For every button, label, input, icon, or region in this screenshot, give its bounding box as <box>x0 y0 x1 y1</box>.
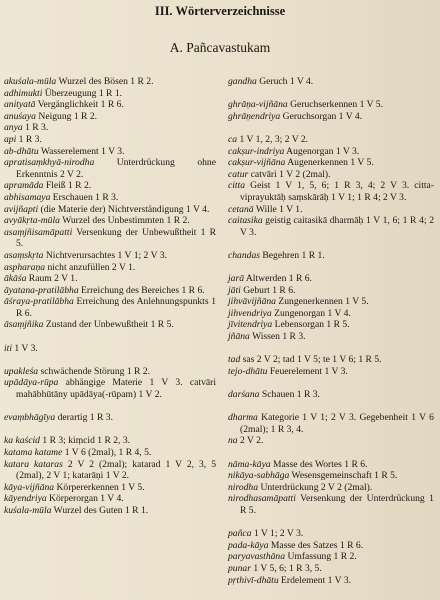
entry-term: tejo-dhātu <box>228 365 268 377</box>
entry-definition: 1 R 3; kiṃcid 1 R 2, 3. <box>42 435 131 447</box>
index-entry <box>228 157 434 169</box>
entry-term: anya <box>4 122 23 134</box>
index-entry <box>228 308 434 320</box>
entry-term: ka kaścid <box>4 435 40 447</box>
entry-gap <box>228 262 434 274</box>
index-entry <box>228 296 434 308</box>
index-entry <box>228 459 434 471</box>
entry-definition: 1 V 6 (2mal), 1 R 4, 5. <box>64 447 152 458</box>
entry-definition: Zungenerkennen 1 V 5. <box>278 296 369 308</box>
entry-term: āyatana-pratilābha <box>4 284 79 296</box>
entry-term: gandha <box>228 76 257 87</box>
entry-term: cetanā <box>228 203 254 215</box>
index-entry <box>228 493 434 516</box>
entry-term: caitasika <box>228 215 263 227</box>
index-entry <box>4 377 216 400</box>
entry-term: nirodhasamāpatti <box>228 493 296 505</box>
entry-definition: Geruch 1 V 4. <box>259 76 314 87</box>
entry-definition: Wesensgemeinschaft 1 R 5. <box>291 470 398 482</box>
entry-definition: 1 R 3. <box>18 133 42 145</box>
index-entry <box>228 412 434 435</box>
index-entry <box>228 331 434 343</box>
entry-definition: Augenerkennen 1 V 5. <box>287 157 374 169</box>
index-entry <box>4 250 216 262</box>
entry-term: punar <box>228 562 251 574</box>
left-column <box>4 76 216 517</box>
entry-definition: Körpererkennen 1 V 5. <box>56 481 145 493</box>
entry-definition: Wurzel des Unbestimmten 1 R 2. <box>62 215 190 227</box>
entry-term: paryavasthāna <box>228 551 286 563</box>
entry-term: citta <box>228 180 246 192</box>
section-title: A. Pañcavastukam <box>169 40 271 55</box>
entry-gap <box>228 238 434 250</box>
entry-definition: Wurzel des Bösen 1 R 2. <box>58 76 154 87</box>
entry-definition: Versenkung der Unterdrückung 1 R 5. <box>240 493 434 516</box>
index-entry <box>228 111 434 123</box>
entry-term: ghrāṇendriya <box>228 110 281 122</box>
entry-definition: Vergänglichkeit 1 R 6. <box>37 99 124 111</box>
entry-term: kāyendriya <box>4 493 47 505</box>
entry-term: pañca <box>228 528 252 540</box>
entry-definition: 2 V 2 (2mal); katarad 1 V 2, 3, 5 (2mal), 2 V 1; katarāṇi 1 V 2. <box>16 458 216 482</box>
entry-term: na <box>228 435 238 447</box>
index-entry <box>4 319 216 331</box>
entry-definition: Erreichung des Anlehnungspunkts 1 R 6. <box>16 296 216 319</box>
entry-term: pada-kāya <box>228 539 269 551</box>
index-entry <box>4 122 216 134</box>
index-entry <box>4 134 216 146</box>
entry-definition: Umfassung 1 R 2. <box>287 551 357 563</box>
index-entry <box>228 354 434 366</box>
entry-term: asaṃjñisamāpatti <box>4 226 73 238</box>
entry-definition: Fleiß 1 R 2. <box>45 180 92 192</box>
entry-term: evaṃbhāgīya <box>4 412 56 424</box>
entry-definition: Geruchsorgan 1 V 4. <box>282 110 363 122</box>
index-entry <box>228 575 434 587</box>
entry-term: āsaṃjñika <box>4 319 44 331</box>
entry-gap <box>228 377 434 389</box>
index-entry <box>228 366 434 378</box>
entry-definition: Erreichung des Bereiches 1 R 6. <box>81 284 205 296</box>
index-entry <box>228 273 434 285</box>
entry-term: akuśala-mūla <box>4 76 57 87</box>
entry-term: apratisaṃkhyā-nirodha <box>4 157 95 169</box>
index-entry <box>4 366 216 378</box>
entry-term: āśraya-pratilābha <box>4 296 74 308</box>
index-entry <box>4 505 216 517</box>
entry-term: api <box>4 133 17 145</box>
index-entry <box>4 459 216 482</box>
entry-definition: Feuerelement 1 V 3. <box>269 365 348 377</box>
entry-definition: Unterdrückung ohne Erkenntnis 2 V 2. <box>16 157 216 180</box>
entry-term: kuśala-mūla <box>4 504 52 516</box>
index-entry <box>4 88 216 100</box>
entry-definition: Geburt 1 R 6. <box>243 284 296 296</box>
entry-term: upādāya-rūpa <box>4 377 59 389</box>
entry-definition: Augenorgan 1 V 3. <box>286 145 360 157</box>
entry-definition: Wurzel des Guten 1 R 1. <box>53 504 149 516</box>
entry-definition: Begehren 1 R 1. <box>262 249 325 261</box>
index-entry <box>228 319 434 331</box>
entry-definition: Überzeugung 1 R 1. <box>44 87 123 99</box>
index-entry <box>4 157 216 180</box>
entry-term: ākāśa <box>4 273 27 285</box>
entry-term: jāti <box>228 284 241 296</box>
index-entry <box>4 482 216 494</box>
entry-definition: Zungenorgan 1 V 4. <box>274 307 351 319</box>
index-entry <box>228 180 434 203</box>
entry-term: chandas <box>228 249 260 261</box>
running-head: III. Wörterverzeichnisse <box>154 4 286 18</box>
entry-term: nirodha <box>228 481 259 493</box>
entry-gap <box>228 343 434 355</box>
entry-term: anityatā <box>4 99 36 111</box>
index-entry <box>228 470 434 482</box>
entry-term: adhimukti <box>4 87 43 99</box>
index-entry <box>228 551 434 563</box>
entry-definition: Zustand der Unbewußtheit 1 R 5. <box>45 319 174 331</box>
entry-term: jarā <box>228 273 244 285</box>
entry-definition: Nichtverursachtes 1 V 1; 2 V 3. <box>45 249 167 261</box>
entry-term: jīvitendriya <box>228 319 273 331</box>
entry-definition: 2 V 2. <box>240 435 264 447</box>
entry-gap <box>4 331 216 343</box>
entry-term: katama katame <box>4 447 63 458</box>
entry-term: nikāya-sabhāga <box>228 470 290 482</box>
index-entry <box>4 192 216 204</box>
entry-definition: Erdelement 1 V 3. <box>281 574 352 586</box>
index-entry <box>4 273 216 285</box>
entry-definition: Wissen 1 R 3. <box>252 331 306 343</box>
entry-definition: Altwerden 1 R 6. <box>245 273 312 285</box>
index-entry <box>228 134 434 146</box>
entry-term: aspharaṇa <box>4 261 46 273</box>
entry-term: asaṃskṛta <box>4 249 44 261</box>
entry-term: jihvāvijñāna <box>228 296 276 308</box>
entry-definition: geistig caitasikā dharmāḥ 1 V 1, 6; 1 R 4; 2 V 3. <box>240 215 434 238</box>
entry-definition: Schauen 1 R 3. <box>261 389 320 401</box>
entry-gap <box>4 424 216 436</box>
entry-definition: abhängige Materie 1 V 3. catvāri mahābhūtāny upādāya(-rūpam) 1 V 2. <box>16 377 217 401</box>
index-entry <box>228 389 434 401</box>
entry-definition: 1 V 1, 2, 3; 2 V 2. <box>239 133 309 145</box>
index-entry <box>4 493 216 505</box>
index-entry <box>228 285 434 297</box>
index-entry <box>228 204 434 216</box>
entry-term: cakṣur-indriya <box>228 145 285 157</box>
entry-term: abhisamaya <box>4 191 51 203</box>
entry-term: pṛthivī-dhātu <box>228 574 279 586</box>
entry-term: cakṣur-vijñāna <box>228 157 286 169</box>
entry-definition: Versenkung der Unbewußtheit 1 R 5. <box>16 226 216 250</box>
index-entry <box>4 227 216 250</box>
entry-definition: schwächende Störung 1 R 2. <box>40 365 151 377</box>
index-entry <box>228 435 434 447</box>
entry-term: avijñapti <box>4 203 39 215</box>
entry-term: jñāna <box>228 331 250 343</box>
entry-definition: sas 2 V 2; tad 1 V 5; te 1 V 6; 1 R 5. <box>242 354 382 366</box>
entry-term: ab-dhātu <box>4 145 39 157</box>
entry-term: iti <box>4 342 12 354</box>
index-entry <box>4 215 216 227</box>
index-entry <box>4 285 216 297</box>
entry-term: katara kataras <box>4 458 63 470</box>
entry-definition: Masse des Satzes 1 R 6. <box>270 539 364 551</box>
index-entry <box>4 435 216 447</box>
index-entry <box>4 111 216 123</box>
entry-gap <box>228 401 434 413</box>
entry-term: avyākṛta-mūla <box>4 215 60 227</box>
index-entry <box>228 215 434 238</box>
entry-gap <box>228 447 434 459</box>
entry-definition: Raum 2 V 1. <box>28 273 78 285</box>
entry-term: dharma <box>228 412 258 424</box>
entry-term: tad <box>228 354 241 366</box>
entry-term: anuśaya <box>4 110 36 122</box>
index-entry <box>228 99 434 111</box>
entry-definition: 1 V 5, 6; 1 R 3, 5. <box>253 562 322 574</box>
entry-term: ghrāṇa-vijñāna <box>228 99 288 111</box>
index-entry <box>4 343 216 355</box>
entry-term: darśana <box>228 389 260 401</box>
index-entry <box>4 180 216 192</box>
index-entry <box>4 447 216 459</box>
entry-definition: Wasserelement 1 V 3. <box>40 145 125 157</box>
entry-term: nāma-kāya <box>228 458 271 470</box>
index-entry <box>228 250 434 262</box>
index-entry <box>228 76 434 88</box>
index-entry <box>4 146 216 158</box>
entry-term: jihvendriya <box>228 307 272 319</box>
right-column <box>228 76 434 586</box>
entry-definition: Wille 1 V 1. <box>255 203 303 215</box>
entry-definition: Geruchserkennen 1 V 5. <box>290 99 384 111</box>
entry-definition: Erschauen 1 R 3. <box>52 191 119 203</box>
entry-gap <box>4 354 216 366</box>
index-entry <box>228 563 434 575</box>
entry-definition: 1 R 3. <box>25 122 49 134</box>
entry-term: kāya-vijñāna <box>4 481 55 493</box>
entry-definition: (die Materie der) Nichtverständigung 1 V 4. <box>40 203 210 215</box>
entry-term: ca <box>228 133 238 145</box>
index-entry <box>4 262 216 274</box>
entry-definition: Masse des Wortes 1 R 6. <box>273 458 368 470</box>
index-entry <box>228 540 434 552</box>
index-entry <box>228 482 434 494</box>
entry-definition: Kategorie 1 V 1; 2 V 3. Gegebenheit 1 V 6 (2mal); 1 R 3, 4. <box>240 412 434 435</box>
entry-gap <box>228 88 434 100</box>
index-entry <box>4 204 216 216</box>
index-entry <box>4 76 216 88</box>
entry-definition: Lebensorgan 1 R 5. <box>274 319 350 331</box>
entry-definition: Körperorgan 1 V 4. <box>49 493 124 505</box>
entry-definition: Geist 1 V 1, 5, 6; 1 R 3, 4; 2 V 3. citta-viprayuktāḥ saṃskārāḥ 1 V 1; 1 R 4; 2 V 3. <box>240 180 434 203</box>
entry-definition: catvāri 1 V 2 (2mal). <box>250 168 331 180</box>
index-entry <box>4 296 216 319</box>
entry-gap <box>228 122 434 134</box>
index-entry <box>228 146 434 158</box>
entry-definition: Unterdrückung 2 V 2 (2mal). <box>260 481 373 493</box>
entry-term: catur <box>228 168 249 180</box>
entry-term: upakleśa <box>4 365 39 377</box>
entry-term: apramāda <box>4 180 44 192</box>
entry-definition: nicht anzufüllen 2 V 1. <box>47 261 136 273</box>
index-entry <box>4 99 216 111</box>
index-entry <box>228 528 434 540</box>
index-entry <box>4 412 216 424</box>
entry-definition: 1 V 3. <box>14 342 38 354</box>
entry-gap <box>4 401 216 413</box>
index-entry <box>228 169 434 181</box>
entry-definition: 1 V 1; 2 V 3. <box>253 528 304 540</box>
entry-gap <box>228 517 434 529</box>
entry-definition: derartig 1 R 3. <box>57 412 113 424</box>
entry-definition: Neigung 1 R 2. <box>38 110 98 122</box>
